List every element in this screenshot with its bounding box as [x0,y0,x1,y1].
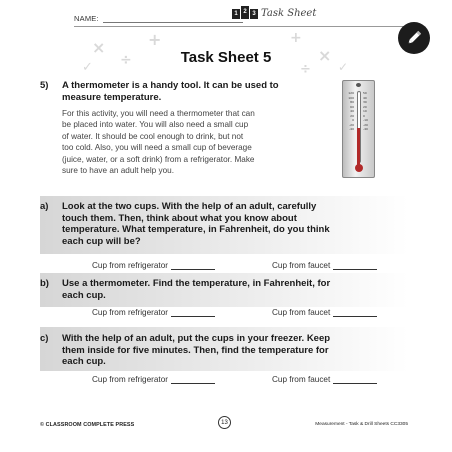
thermometer-illustration [342,80,375,178]
deco-divide-symbol: ÷ [120,52,132,68]
scale-tick-label: 40 [363,95,367,100]
answer-blank[interactable] [333,376,377,384]
scale-tick-label: 60 [350,104,354,109]
thermometer-celsius-scale [363,91,372,132]
thermometer-hang-hole [356,83,361,87]
answer-blank[interactable] [333,262,377,270]
deco-times-symbol-2: × [318,46,332,65]
thermometer-fahrenheit-scale [345,91,354,132]
logo-block-1: 1 [232,9,240,19]
part-c-faucet-answer[interactable] [272,375,377,384]
logo-number-blocks [232,9,258,19]
scale-tick-label: 0 [363,113,365,118]
question-line: them inside for five minutes. Then, find the temperature for [62,344,329,356]
scale-tick-label: -20 [349,122,354,127]
answer-label: Cup from refrigerator [92,308,168,317]
name-field[interactable] [74,14,243,23]
part-c-refrigerator-answer[interactable] [92,375,215,384]
deco-plus-symbol-2: + [290,30,302,46]
question-line: With the help of an adult, put the cups in your freezer. Keep [62,333,331,344]
answer-label: Cup from refrigerator [92,375,168,384]
logo-block-2: 2 [241,6,249,19]
scale-tick-label: 80 [350,100,354,104]
question-line: each cup will be? [62,235,141,247]
instruction-line: (juice, water, or a soft drink) from a refrigerator. Make [62,154,255,164]
question-line: Use a thermometer. Find the temperature, in Fahrenheit, for [62,278,331,289]
question-5-number: 5) [40,80,49,91]
scale-tick-label: -40 [349,127,354,131]
answer-blank[interactable] [171,262,215,270]
question-5-heading-line: measure temperature. [62,91,162,103]
deco-divide-symbol-2: ÷ [300,62,311,77]
logo-block-3: 3 [250,9,258,19]
question-line: temperature. What temperature, in Fahrenheit, do you think [62,224,330,235]
instruction-line: For this activity, you will need a thermometer that can [62,109,255,118]
scale-tick-label: 40 [350,109,354,113]
question-5-heading-line: A thermometer is a handy tool. It can be used to [62,80,279,91]
name-blank-line[interactable] [103,15,243,23]
thermometer-bulb [355,164,363,172]
deco-plus-symbol: + [148,30,162,49]
logo-text: Task Sheet [261,8,317,19]
question-line: touch them. Then, think about what you know about [62,212,297,224]
page-title: Task Sheet 5 [180,49,272,66]
answer-label: Cup from faucet [272,308,331,317]
deco-check-symbol: ✓ [82,60,93,75]
scale-tick-label: 50 [363,91,367,95]
scale-tick-label: 0 [352,118,354,122]
instruction-line: too cold. Also, you will need a small cup of beverage [62,143,252,153]
part-b-faucet-answer[interactable] [272,308,377,317]
scale-tick-label: 100 [348,95,354,100]
question-5-heading [62,80,279,103]
scale-tick-label: 120 [348,91,354,95]
instruction-line: of water. It should be cool enough to drink, but not [62,131,244,141]
scale-tick-label: -40 [363,127,368,131]
deco-check-symbol-2: ✓ [338,60,349,74]
scale-tick-label: -20 [363,122,368,127]
scale-tick-label: 30 [363,100,367,104]
scale-tick-label: 20 [350,113,354,118]
question-line: each cup. [62,289,106,301]
thermometer-liquid [357,128,360,168]
answer-blank[interactable] [171,376,215,384]
publisher-credit: © CLASSROOM COMPLETE PRESS [40,422,135,428]
answer-label: Cup from refrigerator [92,261,168,270]
task-sheet-logo [232,8,316,19]
answer-label: Cup from faucet [272,375,331,384]
instruction-line: be placed into water. You will also need a small cup [62,120,249,130]
part-a-refrigerator-answer[interactable] [92,261,215,270]
part-c-letter: c) [40,333,49,344]
part-a-faucet-answer[interactable] [272,261,377,270]
name-label: NAME: [74,14,99,23]
part-b-refrigerator-answer[interactable] [92,308,215,317]
scale-tick-label: 20 [363,104,367,109]
product-code: Measurement - Task & Drill Sheets CC3305 [315,422,408,427]
header-rule [74,26,404,27]
answer-blank[interactable] [171,309,215,317]
part-c-question [62,333,330,368]
deco-times-symbol: × [92,38,106,57]
scale-tick-label: 10 [363,109,367,113]
page-number: 13 [218,416,231,429]
question-line: each cup. [62,356,106,367]
question-5-instructions [62,108,255,176]
answer-blank[interactable] [333,309,377,317]
part-b-question [62,278,330,301]
part-b-letter: b) [40,278,49,289]
scale-tick-label: -10 [363,118,368,122]
question-line: Look at the two cups. With the help of an adult, carefully [62,201,317,212]
instruction-line: sure to have an adult help you. [62,166,174,176]
answer-label: Cup from faucet [272,261,331,270]
part-a-question [62,201,330,247]
part-a-letter: a) [40,201,49,212]
